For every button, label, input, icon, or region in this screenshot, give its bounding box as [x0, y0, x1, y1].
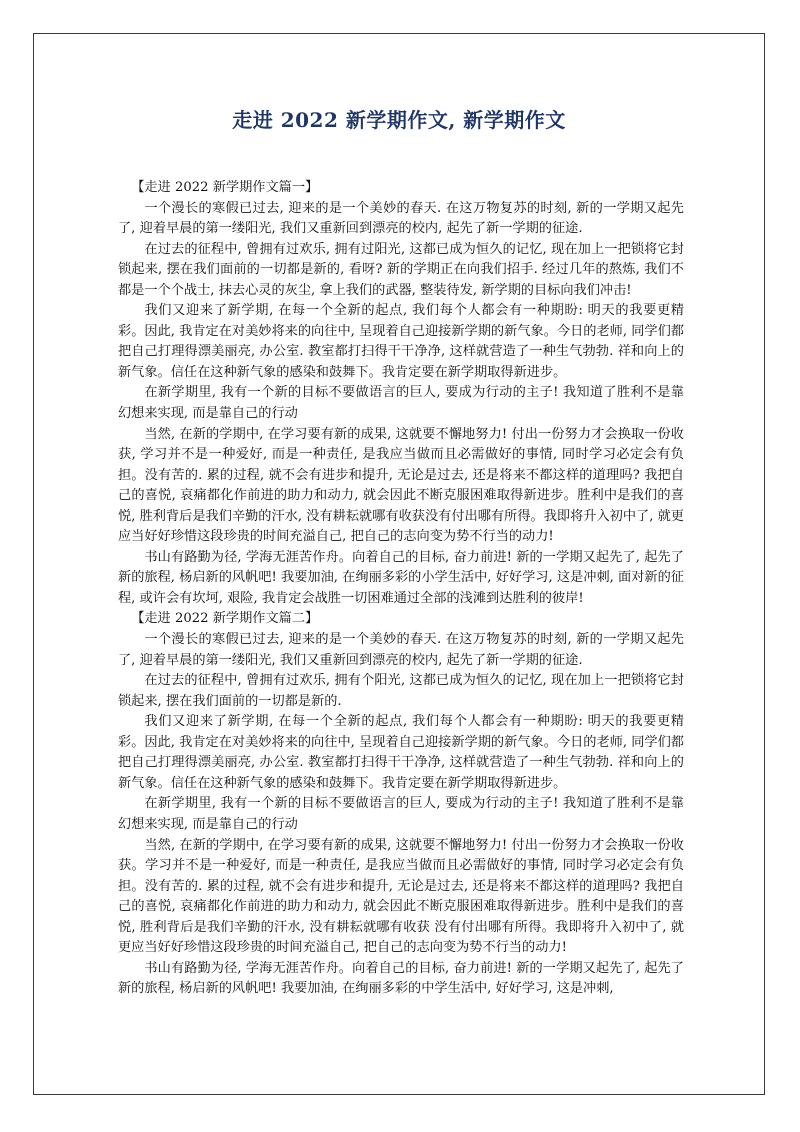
paragraph: 在过去的征程中, 曾拥有过欢乐, 拥有过阳光, 这都已成为恒久的记忆, 现在加上一把锁将它封锁起来, 摆在我们面前的一切都是新的, 看呀? 新的学期正在向我们招手. 经过几年的熬炼, 我们不都是一个个战士, 抹去心灵的灰尘, 拿上我们的武器, 整装待发, 新学期的目标向我们冲击! [118, 241, 684, 298]
paragraph: 书山有路勤为径, 学海无涯苦作舟。向着自己的目标, 奋力前进! 新的一学期又起先了, 起先了新的旅程, 杨启新的风帆吧! 我要加油, 在绚丽多彩的中学生活中, 好好学习, 这是冲刺, [118, 960, 684, 997]
paragraph: 当然, 在新的学期中, 在学习要有新的成果, 这就要不懈地努力! 付出一份努力才会换取一份收获, 学习并不是一种爱好, 而是一种责任, 是我应当做而且必需做好的事情, 同时学习必定会有负担。没有苦的. 累的过程, 就不会有进步和提升, 无论是过去, 还是将来不都这样的道理吗? 我把自己的喜悦, 哀痛都化作前进的助力和动力, 就会因此不断克服困难取得新进步。胜利中是我们的喜悦, 胜利背后是我们辛勤的汗水, 没有耕耘就哪有收获没有付出哪有所得。我即将升入初中了, 就更应当好好珍惜这段珍贵的时间充溢自己, 把自己的志向变为势不行当的动力! [118, 426, 684, 545]
paragraph: 我们又迎来了新学期, 在每一个全新的起点, 我们每个人都会有一种期盼: 明天的我要更精彩。因此, 我肯定在对美妙将来的向往中, 呈现着自己迎接新学期的新气象。今日的老师, 同学们都把自己打理得漂美丽亮, 办公室. 教室都打扫得干干净净, 这样就营造了一种生气勃勃. 祥和向上的新气象。信任在这种新气象的感染和鼓舞下。我肯定要在新学期取得新进步。 [118, 303, 684, 380]
paragraph: 一个漫长的寒假已过去, 迎来的是一个美妙的春天. 在这万物复苏的时刻, 新的一学期又起先了, 迎着早晨的第一缕阳光, 我们又重新回到漂亮的校内, 起先了新一学期的征途. [118, 200, 684, 237]
paragraph: 书山有路勤为径, 学海无涯苦作舟。向着自己的目标, 奋力前进! 新的一学期又起先了, 起先了新的旅程, 杨启新的风帆吧! 我要加油, 在绚丽多彩的小学生活中, 好好学习, 这是冲刺, 面对新的征程, 或许会有坎坷, 艰险, 我肯定会战胜一切困难通过全部的浅滩到达胜利的彼岸! [118, 549, 684, 606]
paragraph: 在新学期里, 我有一个新的目标不要做语言的巨人, 要成为行动的主子! 我知道了胜利不是靠幻想来实现, 而是靠自己的行动 [118, 796, 684, 832]
paragraph: 我们又迎来了新学期, 在每一个全新的起点, 我们每个人都会有一种期盼: 明天的我要更精彩。因此, 我肯定在对美妙将来的向往中, 呈现着自己迎接新学期的新气象。今日的老师, 同学们都把自己打理得漂美丽亮, 办公室. 教室都打扫得干干净净, 这样就营造了一种生气勃勃. 祥和向上的新气象。信任在这种新气象的感染和鼓舞下。我肯定要在新学期取得新进步。 [118, 714, 684, 791]
paragraph: 当然, 在新的学期中, 在学习要有新的成果, 这就要不懈地努力! 付出一份努力才会换取一份收获。学习并不是一种爱好, 而是一种责任, 是我应当做而且必需做好的事情, 同时学习必定会有负担。没有苦的. 累的过程, 就不会有进步和提升, 无论是过去, 还是将来不都这样的道理吗? 我把自己的喜悦, 哀痛都化作前进的助力和动力, 就会因此不断克服困难取得新进步。胜利中是我们的喜悦, 胜利背后是我们辛勤的汗水, 没有耕耘就哪有收获 没有付出哪有所得。我即将升入初中了, 就更应当好好珍惜这段珍贵的时间充溢自己, 把自己的志向变为势不行当的动力! [118, 837, 684, 956]
document-body [118, 178, 684, 1000]
paragraph: 一个漫长的寒假已过去, 迎来的是一个美妙的春天. 在这万物复苏的时刻, 新的一学期又起先了, 迎着早晨的第一缕阳光, 我们又重新回到漂亮的校内, 起先了新一学期的征途. [118, 632, 684, 668]
section-heading: 【走进 2022 新学期作文篇二】 [131, 611, 319, 627]
paragraph: 在过去的征程中, 曾拥有过欢乐, 拥有个阳光, 这都已成为恒久的记忆, 现在加上一把锁将它封锁起来, 摆在我们面前的一切都是新的. [118, 673, 684, 709]
paragraph: 在新学期里, 我有一个新的目标不要做语言的巨人, 要成为行动的主子! 我知道了胜利不是靠幻想来实现, 而是靠自己的行动 [118, 385, 684, 422]
section-heading: 【走进 2022 新学期作文篇一】 [131, 180, 319, 195]
document-title: 走进 2022 新学期作文, 新学期作文 [232, 108, 566, 132]
